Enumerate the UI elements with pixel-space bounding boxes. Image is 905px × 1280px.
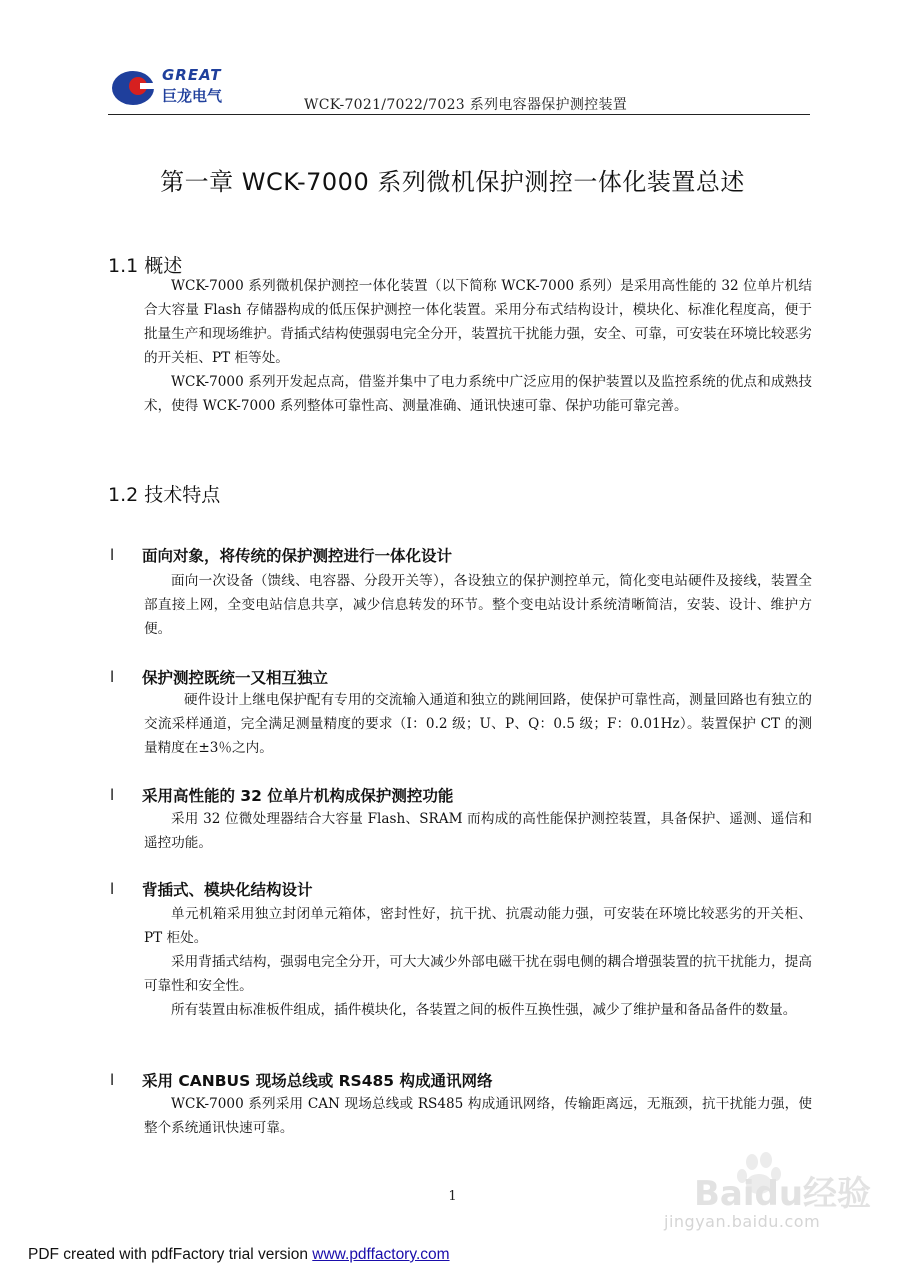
- pdffactory-link[interactable]: www.pdffactory.com: [312, 1246, 450, 1263]
- header-divider: [108, 114, 810, 115]
- logo-text-cn: 巨龙电气: [162, 87, 223, 105]
- paragraph: 采用背插式结构，强弱电完全分开，可大大减少外部电磁干扰在弱电侧的耦合增强装置的抗干扰能力，提高可靠性和安全性。: [144, 954, 812, 994]
- chapter-title: 第一章 WCK-7000 系列微机保护测控一体化装置总述: [160, 168, 745, 196]
- page-number: 1: [448, 1189, 457, 1204]
- footer-text: PDF created with pdfFactory trial version: [28, 1246, 313, 1263]
- bullet-marker: l: [110, 1071, 115, 1089]
- feature-title: 面向对象，将传统的保护测控进行一体化设计: [142, 547, 453, 565]
- header-title: WCK-7021/7022/7023 系列电容器保护测控装置: [304, 97, 628, 113]
- section-heading-overview: 1.1 概述: [108, 255, 183, 277]
- bullet-marker: l: [110, 668, 115, 686]
- paragraph: WCK-7000 系列微机保护测控一体化装置（以下简称 WCK-7000 系列）是采用高性能的 32 位单片机结合大容量 Flash 存储器构成的低压保护测控一体化装置。采用分布式结构设计，模块化、标准化程度高，便于批量生产和现场维护。背插式结构使强弱电完全分开，装置抗干扰能力强，安全、可靠，可安装在环境比较恶劣的开关柜、PT 柜等处。: [144, 278, 812, 366]
- paragraph: WCK-7000 系列开发起点高，借鉴并集中了电力系统中广泛应用的保护装置以及监控系统的优点和成熟技术，使得 WCK-7000 系列整体可靠性高、测量准确、通讯快速可靠、保护功能可靠完善。: [144, 374, 812, 414]
- company-logo: [110, 66, 240, 110]
- paragraph: 面向一次设备（馈线、电容器、分段开关等），各设独立的保护测控单元，简化变电站硬件及接线，装置全部直接上网，全变电站信息共享，减少信息转发的环节。整个变电站设计系统清晰简洁，安装、设计、维护方便。: [144, 573, 812, 637]
- section-heading-features: 1.2 技术特点: [108, 484, 221, 506]
- paragraph: 采用 32 位微处理器结合大容量 Flash、SRAM 而构成的高性能保护测控装置，具备保护、遥测、遥信和遥控功能。: [144, 811, 812, 851]
- paragraph: WCK-7000 系列采用 CAN 现场总线或 RS485 构成通讯网络，传输距离远，无瓶颈，抗干扰能力强，使整个系统通讯快速可靠。: [144, 1096, 812, 1136]
- bullet-marker: l: [110, 546, 115, 564]
- bullet-marker: l: [110, 786, 115, 804]
- baidu-watermark-url: jingyan.baidu.com: [664, 1212, 821, 1231]
- baidu-watermark-brand: Baidu经验: [694, 1174, 872, 1214]
- logo-cut: [140, 83, 156, 89]
- logo-text-en: GREAT: [162, 66, 222, 84]
- feature-title: 采用 CANBUS 现场总线或 RS485 构成通讯网络: [142, 1072, 493, 1090]
- feature-title: 背插式、模块化结构设计: [142, 881, 313, 899]
- feature-title: 保护测控既统一又相互独立: [142, 669, 329, 687]
- feature-title: 采用高性能的 32 位单片机构成保护测控功能: [142, 787, 454, 805]
- paragraph: 硬件设计上继电保护配有专用的交流输入通道和独立的跳闸回路，使保护可靠性高，测量回路也有独立的交流采样通道，完全满足测量精度的要求（I：0.2 级；U、P、Q：0.5 级；F：0.01Hz）。装置保护 CT 的测量精度在±3％之内。: [144, 692, 812, 756]
- bullet-marker: l: [110, 880, 115, 898]
- pdf-footer: [28, 1246, 450, 1264]
- paragraph: 单元机箱采用独立封闭单元箱体，密封性好，抗干扰、抗震动能力强，可安装在环境比较恶劣的开关柜、PT 柜处。: [144, 906, 812, 946]
- paragraph: 所有装置由标准板件组成，插件模块化，各装置之间的板件互换性强，减少了维护量和备品备件的数量。: [171, 1002, 797, 1018]
